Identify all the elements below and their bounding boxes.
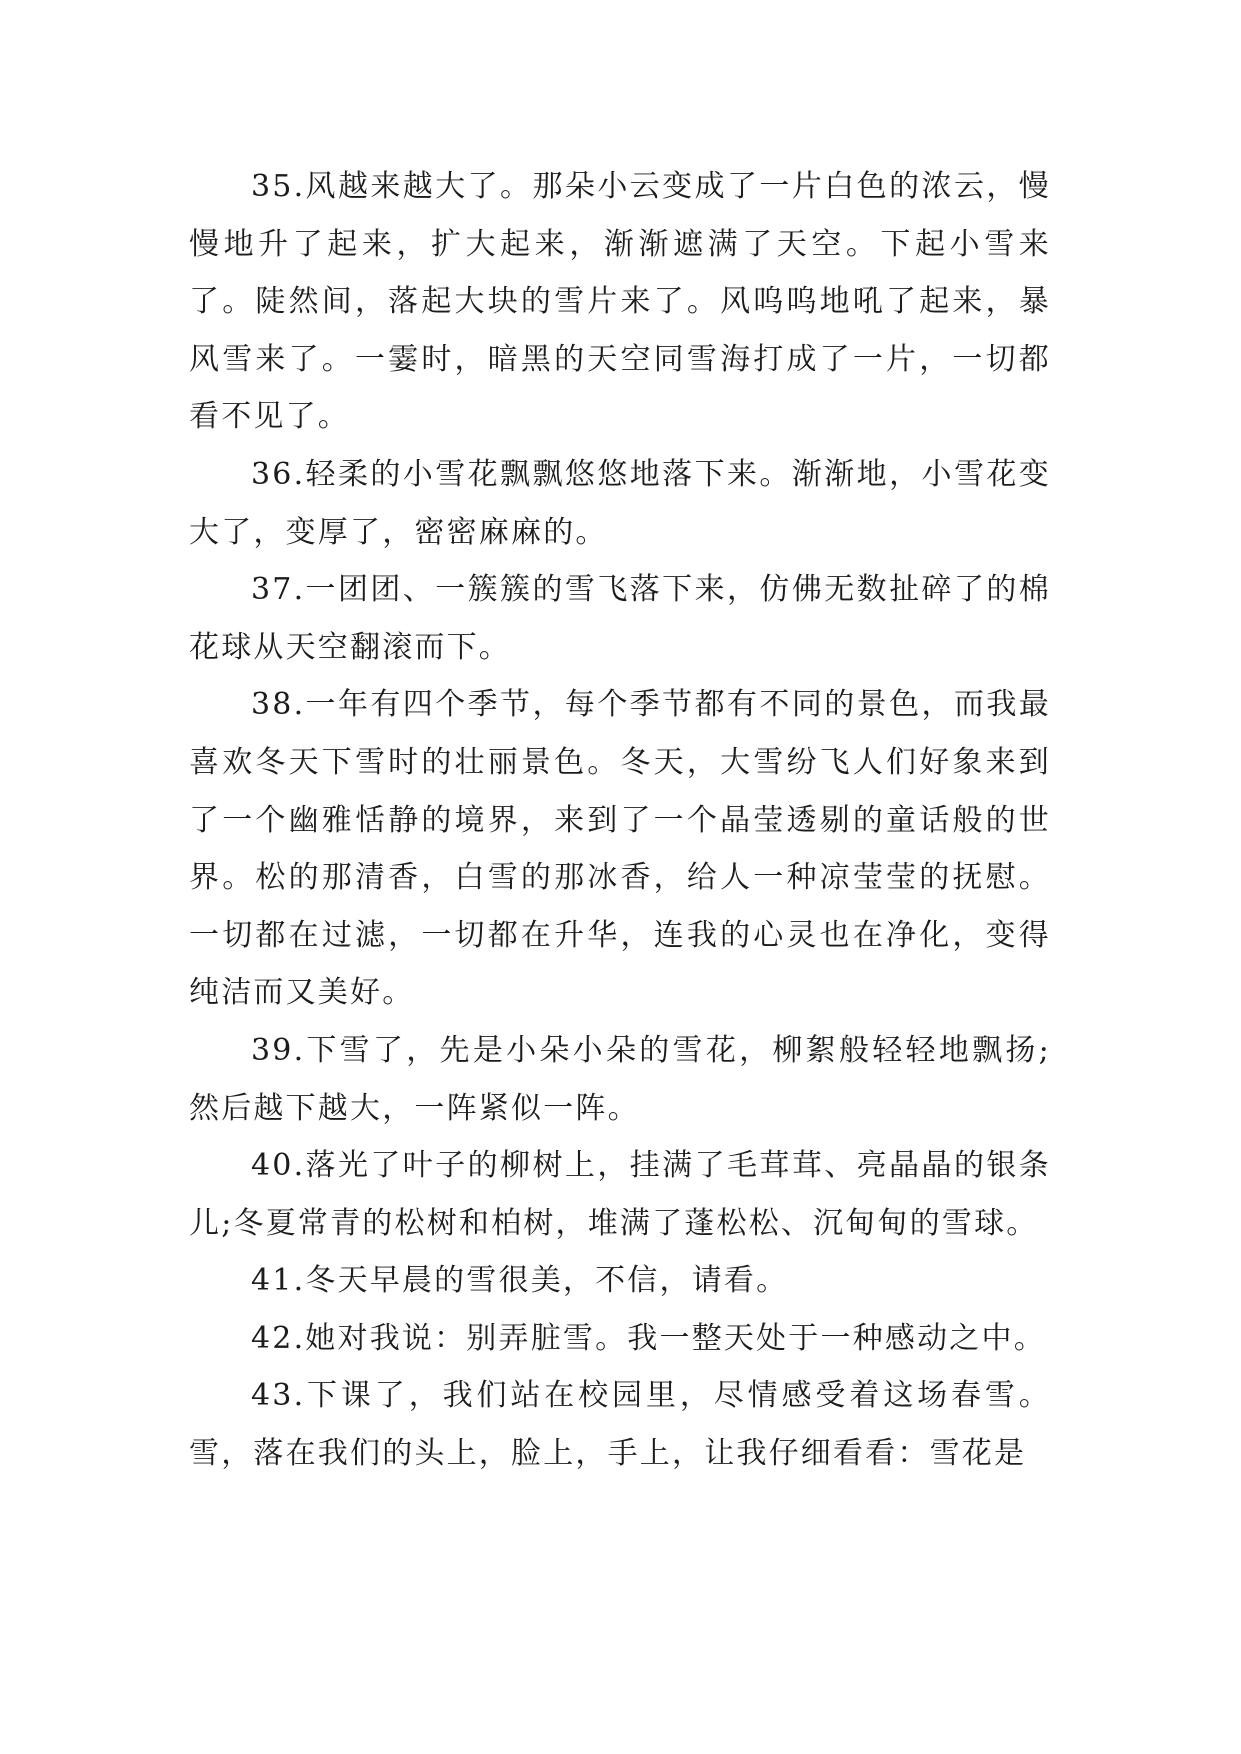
paragraph-42: 42.她对我说：别弄脏雪。我一整天处于一种感动之中。: [251, 1320, 1046, 1356]
paragraph-40: 40.落光了叶子的柳树上，挂满了毛茸茸、亮晶晶的银条儿;冬夏常青的松树和柏树，堆满了蓬松松、沉甸甸的雪球。: [189, 1148, 1051, 1241]
paragraph-41: 41.冬天早晨的雪很美，不信，请看。: [251, 1263, 789, 1299]
paragraph-43: 43.下课了，我们站在校园里，尽情感受着这场春雪。雪，落在我们的头上，脸上，手上，让我仔细看看：雪花是: [189, 1378, 1051, 1472]
paragraph-38: 38.一年有四个季节，每个季节都有不同的景色，而我最喜欢冬天下雪时的壮丽景色。冬天，大雪纷飞人们好象来到了一个幽雅恬静的境界，来到了一个晶莹透剔的童话般的世界。松的那清香，白雪的那冰香，给人一种凉莹莹的抚慰。一切都在过滤，一切都在升华，连我的心灵也在净化，变得纯洁而又美好。: [189, 687, 1051, 1011]
document-body: [189, 158, 1051, 1483]
paragraph-37: 37.一团团、一簇簇的雪飞落下来，仿佛无数扯碎了的棉花球从天空翻滚而下。: [189, 572, 1051, 665]
paragraph-36: 36.轻柔的小雪花飘飘悠悠地落下来。渐渐地，小雪花变大了，变厚了，密密麻麻的。: [189, 456, 1051, 550]
paragraph-39: 39.下雪了，先是小朵小朵的雪花，柳絮般轻轻地飘扬;然后越下越大，一阵紧似一阵。: [189, 1032, 1051, 1126]
paragraph-35: 35.风越来越大了。那朵小云变成了一片白色的浓云，慢慢地升了起来，扩大起来，渐渐遮满了天空。下起小雪来了。陡然间，落起大块的雪片来了。风呜呜地吼了起来，暴风雪来了。一霎时，暗黑的天空同雪海打成了一片，一切都看不见了。: [189, 169, 1051, 435]
